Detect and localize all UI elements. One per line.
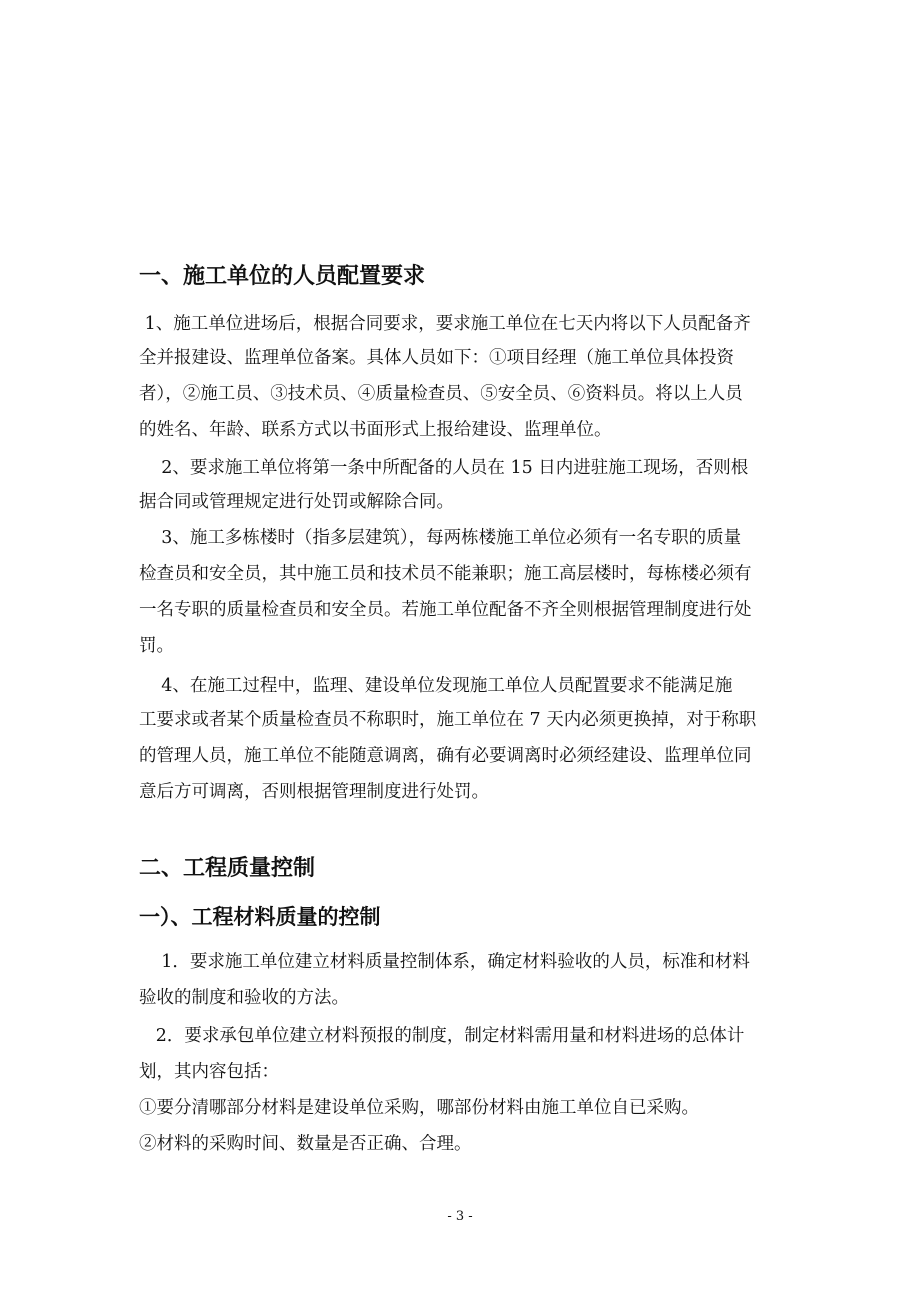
paragraph-line: 3、施工多栋楼时（指多层建筑），每两栋楼施工单位必须有一名专职的质量 [139,528,742,548]
paragraph-line: 划，其内容包括： [139,1062,279,1082]
paragraph-line: 者），②施工员、③技术员、④质量检查员、⑤安全员、⑥资料员。将以上人员 [139,384,743,404]
paragraph-line: 意后方可调离，否则根据管理制度进行处罚。 [139,782,489,802]
page-number: - 3 - [447,1209,473,1224]
paragraph-line: 全并报建设、监理单位备案。具体人员如下：①项目经理（施工单位具体投资 [139,348,734,368]
section-2-heading: 二、工程质量控制 [139,856,316,881]
paragraph-line: 1、施工单位进场后，根据合同要求，要求施工单位在七天内将以下人员配备齐 [139,314,751,334]
paragraph-line: 2、要求施工单位将第一条中所配备的人员在 15 日内进驻施工现场，否则根 [139,458,749,478]
paragraph-line: 2．要求承包单位建立材料预报的制度，制定材料需用量和材料进场的总体计 [139,1026,745,1046]
section-1-heading: 一、施工单位的人员配置要求 [139,264,426,289]
paragraph-line: 1．要求施工单位建立材料质量控制体系，确定材料验收的人员，标准和材料 [139,952,750,972]
paragraph-line: 检查员和安全员，其中施工员和技术员不能兼职；施工高层楼时，每栋楼必须有 [139,564,752,584]
paragraph-line: 的管理人员，施工单位不能随意调离，确有必要调离时必须经建设、监理单位同 [139,746,752,766]
paragraph-line: 罚。 [139,636,174,656]
paragraph-line: 工要求或者某个质量检查员不称职时，施工单位在 7 天内必须更换掉，对于称职 [139,710,757,730]
paragraph-line: 据合同或管理规定进行处罚或解除合同。 [139,492,454,512]
list-item: ②材料的采购时间、数量是否正确、合理。 [139,1134,472,1154]
paragraph-line: 的姓名、年龄、联系方式以书面形式上报给建设、监理单位。 [139,420,612,440]
subsection-heading: 一）、工程材料质量的控制 [139,905,381,929]
paragraph-line: 验收的制度和验收的方法。 [139,988,349,1008]
list-item: ①要分清哪部分材料是建设单位采购，哪部份材料由施工单位自已采购。 [139,1098,699,1118]
paragraph-line: 4、在施工过程中，监理、建设单位发现施工单位人员配置要求不能满足施 [139,676,733,696]
paragraph-line: 一名专职的质量检查员和安全员。若施工单位配备不齐全则根据管理制度进行处 [139,600,752,620]
